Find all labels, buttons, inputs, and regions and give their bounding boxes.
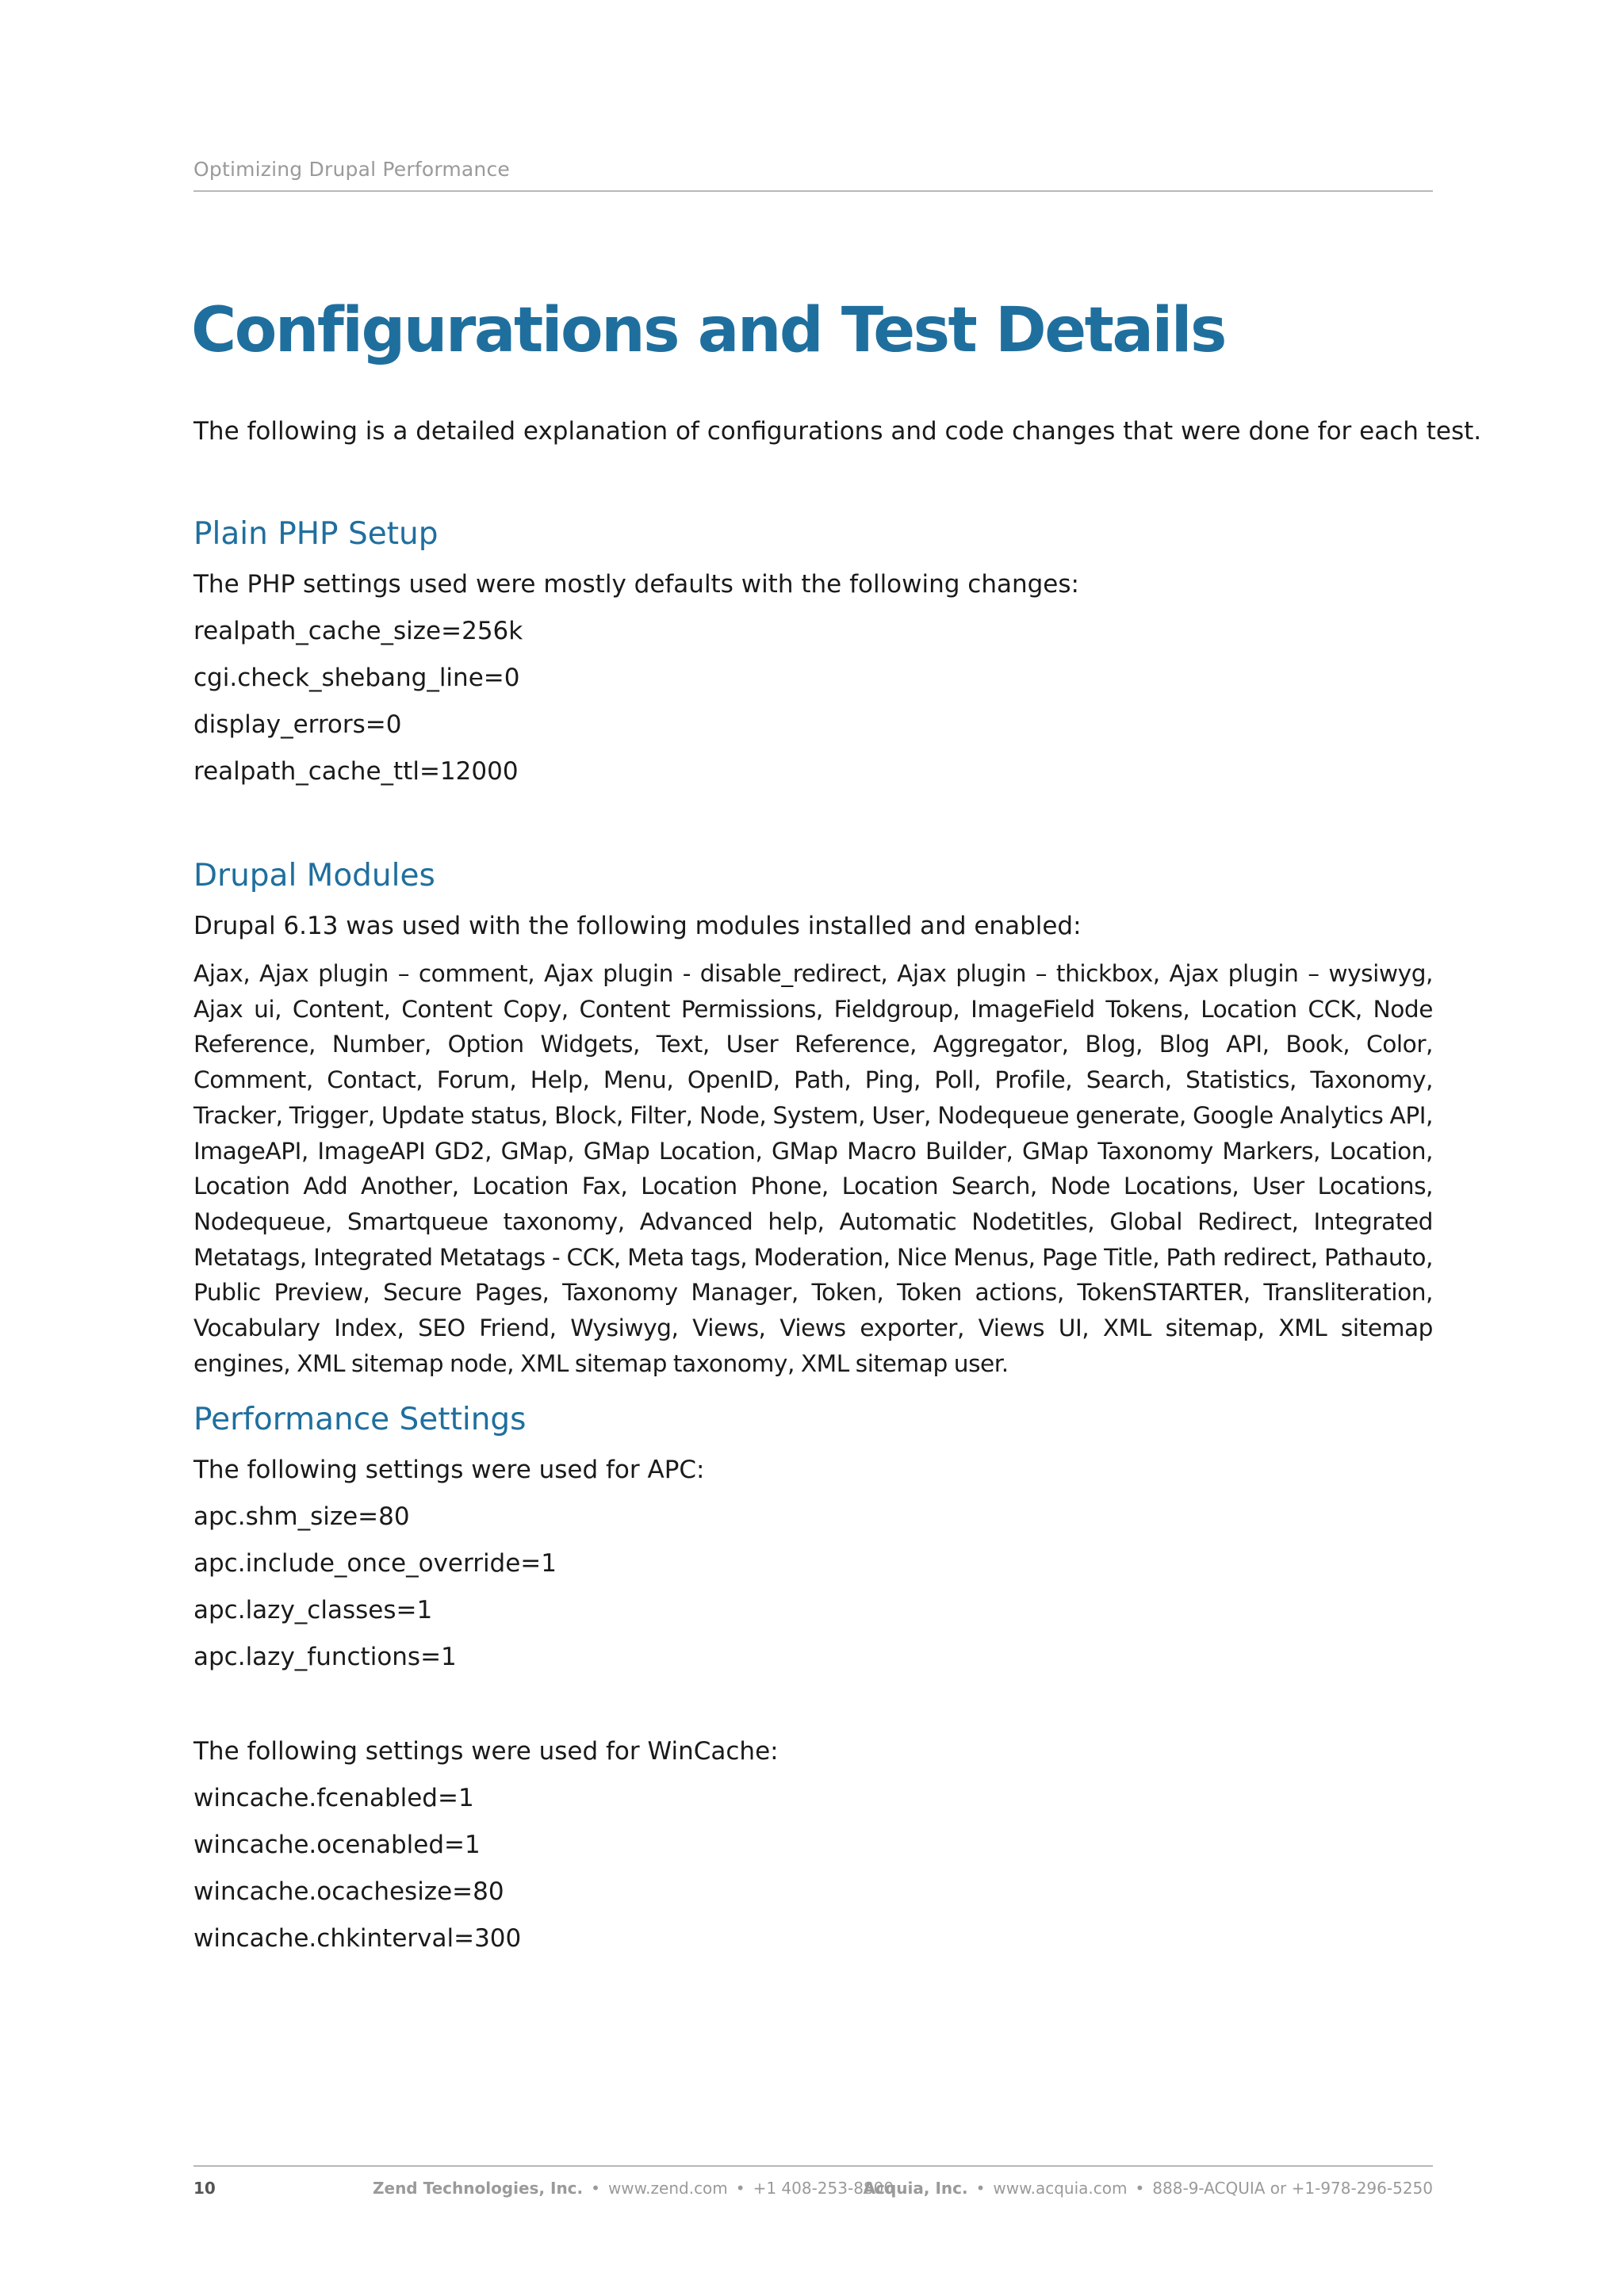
wincache-setting-line: wincache.fcenabled=1: [193, 1784, 474, 1812]
php-setting-line: realpath_cache_size=256k: [193, 617, 523, 645]
wincache-setting-line: wincache.ocachesize=80: [193, 1877, 504, 1906]
php-setting-line: realpath_cache_ttl=12000: [193, 757, 519, 786]
apc-setting-line: apc.shm_size=80: [193, 1502, 410, 1531]
footer-zend-url[interactable]: www.zend.com: [607, 2179, 728, 2198]
apc-setting-line: apc.include_once_override=1: [193, 1549, 557, 1578]
section-heading-performance-settings: Performance Settings: [193, 1402, 527, 1437]
footer-zend-company: Zend Technologies, Inc.: [373, 2179, 584, 2198]
wincache-intro: The following settings were used for WinCache:: [193, 1737, 779, 1766]
footer-acquia-company: Acquia, Inc.: [863, 2179, 968, 2198]
footer-separator: •: [735, 2179, 745, 2198]
drupal-modules-intro: Drupal 6.13 was used with the following modules installed and enabled:: [193, 912, 1082, 940]
running-header: Optimizing Drupal Performance: [193, 158, 511, 181]
php-setting-line: display_errors=0: [193, 710, 402, 739]
footer-acquia-contact: [864, 2179, 1433, 2198]
page-number: 10: [193, 2179, 216, 2198]
drupal-modules-list: Ajax, Ajax plugin – comment, Ajax plugin - disable_redirect, Ajax plugin – thickbox, Ajax plugin – wysiwyg, Ajax ui, Content, Content Copy, Content Permissions, Fieldgroup, ImageField Tokens, Location CCK, Node Reference, Number, Option Widgets, Text, User Reference, Aggregator, Blog, Blog API, Book, Color, Comment, Contact, Forum, Help, Menu, OpenID, Path, Ping, Poll, Profile, Search, Statistics, Taxonomy, Tracker, Trigger, Update status, Block, Filter, Node, System, User, Nodequeue generate, Google Analytics API, ImageAPI, ImageAPI GD2, GMap, GMap Location, GMap Macro Builder, GMap Taxonomy Markers, Location, Location Add Another, Location Fax, Location Phone, Location Search, Node Locations, User Locations, Nodequeue, Smartqueue taxonomy, Advanced help, Automatic Nodetitles, Global Redirect, Integrated Metatags, Integrated Metatags - CCK, Meta tags, Moderation, Nice Menus, Page Title, Path redirect, Pathauto, Public Preview, Secure Pages, Taxonomy Manager, Token, Token actions, TokenSTARTER, Transliteration, Vocabulary Index, SEO Friend, Wysiwyg, Views, Views exporter, Views UI, XML sitemap, XML sitemap engines, XML sitemap node, XML sitemap taxonomy, XML sitemap user.: [193, 960, 1433, 1377]
section-heading-drupal-modules: Drupal Modules: [193, 858, 435, 894]
footer-zend-phone: +1 408-253-8800: [753, 2179, 894, 2198]
footer-separator: •: [1135, 2179, 1145, 2198]
apc-intro: The following settings were used for APC:: [193, 1456, 705, 1484]
php-setup-intro: The PHP settings used were mostly defaults with the following changes:: [193, 570, 1079, 599]
footer-divider: [193, 2165, 1433, 2167]
footer-separator: •: [975, 2179, 986, 2198]
footer-separator: •: [591, 2179, 600, 2198]
apc-setting-line: apc.lazy_classes=1: [193, 1596, 433, 1624]
section-heading-php-setup: Plain PHP Setup: [193, 516, 439, 552]
page-title: Configurations and Test Details: [191, 295, 1225, 366]
footer-acquia-phone: 888-9-ACQUIA or +1-978-296-5250: [1152, 2179, 1433, 2198]
footer-zend-contact: [373, 2179, 894, 2198]
apc-setting-line: apc.lazy_functions=1: [193, 1643, 457, 1671]
wincache-setting-line: wincache.ocenabled=1: [193, 1831, 481, 1859]
footer-acquia-url[interactable]: www.acquia.com: [993, 2179, 1128, 2198]
wincache-setting-line: wincache.chkinterval=300: [193, 1924, 522, 1953]
php-setting-line: cgi.check_shebang_line=0: [193, 664, 520, 692]
header-divider: [193, 190, 1433, 192]
intro-paragraph: The following is a detailed explanation of configurations and code changes that were done for each test.: [193, 417, 1482, 446]
